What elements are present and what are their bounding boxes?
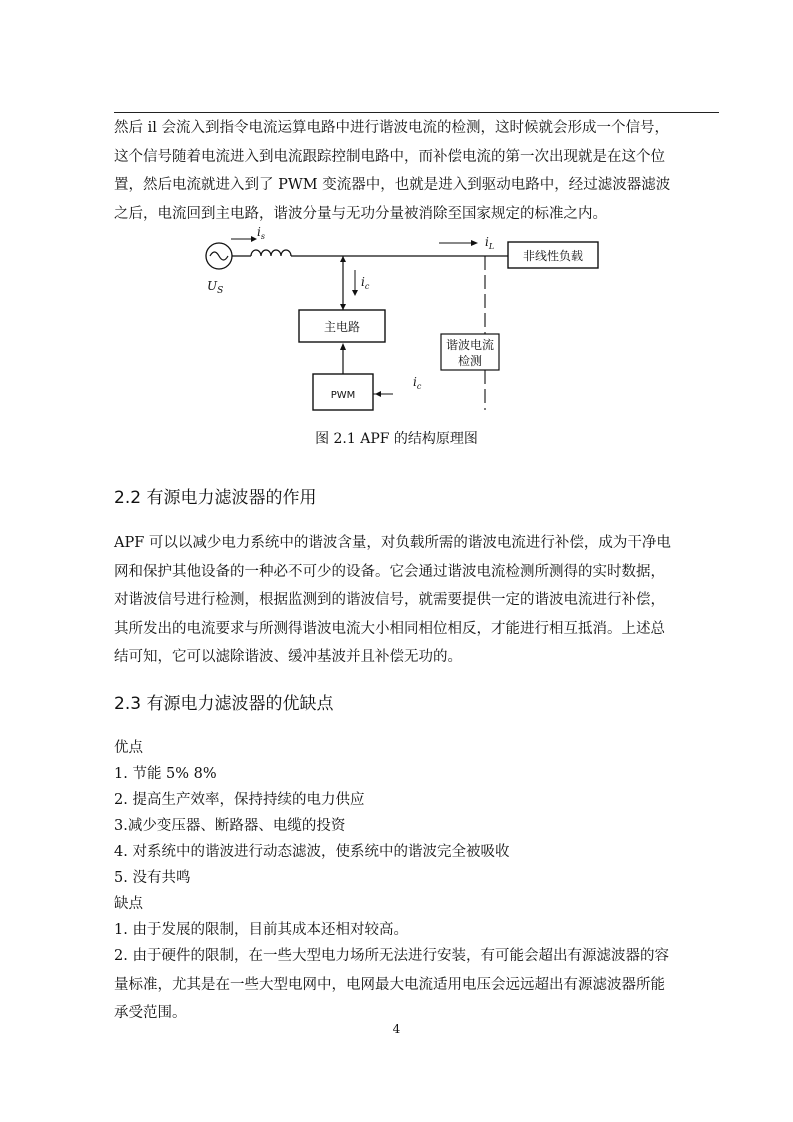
intro-line: 置，然后电流就进入到了 PWM 变流器中，也就是进入到驱动电路中，经过滤波器滤波	[114, 177, 671, 193]
header-rule	[114, 112, 719, 113]
cons-item-2	[114, 942, 720, 1028]
source-label: $U_S$	[207, 279, 224, 296]
section-2-2-paragraph	[114, 529, 720, 672]
page-number: 4	[392, 1022, 401, 1036]
pros-item: 3.减少变压器、断路器、电缆的投资	[114, 818, 346, 834]
figure-caption: 图 2.1 APF 的结构原理图	[315, 431, 478, 447]
ic-star-label: $i_c$	[413, 375, 422, 391]
paragraph-line: 其所发出的电流要求与所测得谐波电流大小相同相位相反，才能进行相互抵消。上述总	[114, 620, 665, 637]
pros-item: 4. 对系统中的谐波进行动态滤波，使系统中的谐波完全被吸收	[114, 844, 510, 860]
section-2-3-title: 2.3 有源电力滤波器的优缺点	[114, 694, 334, 714]
cons-heading: 缺点	[114, 896, 143, 912]
inductor-symbol	[251, 250, 291, 256]
harmonic-detection-label-2: 检测	[457, 354, 483, 368]
il-label: $i_L$	[485, 235, 495, 251]
paragraph-line: 结可知，它可以滤除谐波、缓冲基波并且补偿无功的。	[114, 649, 462, 665]
section-2-2-title: 2.2 有源电力滤波器的作用	[114, 488, 317, 508]
paragraph-line: 对谐波信号进行检测，根据监测到的谐波信号，就需要提供一定的谐波电流进行补偿，	[114, 592, 665, 608]
intro-paragraph	[114, 114, 720, 228]
cons-item: 1. 由于发展的限制，目前其成本还相对较高。	[114, 922, 408, 938]
harmonic-detection-label-1: 谐波电流	[445, 338, 495, 352]
pros-heading: 优点	[114, 740, 143, 756]
pros-item: 2. 提高生产效率，保持持续的电力供应	[114, 792, 365, 808]
pros-item: 5. 没有共鸣	[114, 870, 191, 886]
sine-wave-icon	[210, 252, 228, 260]
paragraph-line: 2. 由于硬件的限制，在一些大型电力场所无法进行安装，有可能会超出有源滤波器的容	[114, 948, 669, 964]
nonlinear-load-label: 非线性负载	[522, 249, 584, 263]
pros-item: 1. 节能 5% 8%	[114, 766, 217, 782]
paragraph-line: 量标准，尤其是在一些大型电网中，电网最大电流适用电压会远远超出有源滤波器所能	[114, 976, 665, 993]
apf-structure-diagram	[195, 222, 615, 414]
intro-line: 之后，电流回到主电路，谐波分量与无功分量被消除至国家规定的标准之内。	[114, 205, 607, 222]
pwm-label: PWM	[330, 390, 356, 401]
is-label: $i_s$	[257, 225, 265, 241]
paragraph-line: 承受范围。	[114, 1005, 187, 1021]
intro-line: 这个信号随着电流进入到电流跟踪控制电路中，而补偿电流的第一次出现就是在这个位	[114, 148, 665, 165]
main-circuit-label: 主电路	[323, 320, 361, 334]
paragraph-line: 网和保护其他设备的一种必不可少的设备。它会通过谐波电流检测所测得的实时数据，	[114, 563, 665, 580]
ic-label: $i_c$	[361, 275, 370, 291]
paragraph-line: APF 可以以减少电力系统中的谐波含量，对负载所需的谐波电流进行补偿，成为干净电	[114, 535, 671, 551]
intro-line: 然后 il 会流入到指令电流运算电路中进行谐波电流的检测，这时候就会形成一个信号，	[114, 120, 669, 136]
